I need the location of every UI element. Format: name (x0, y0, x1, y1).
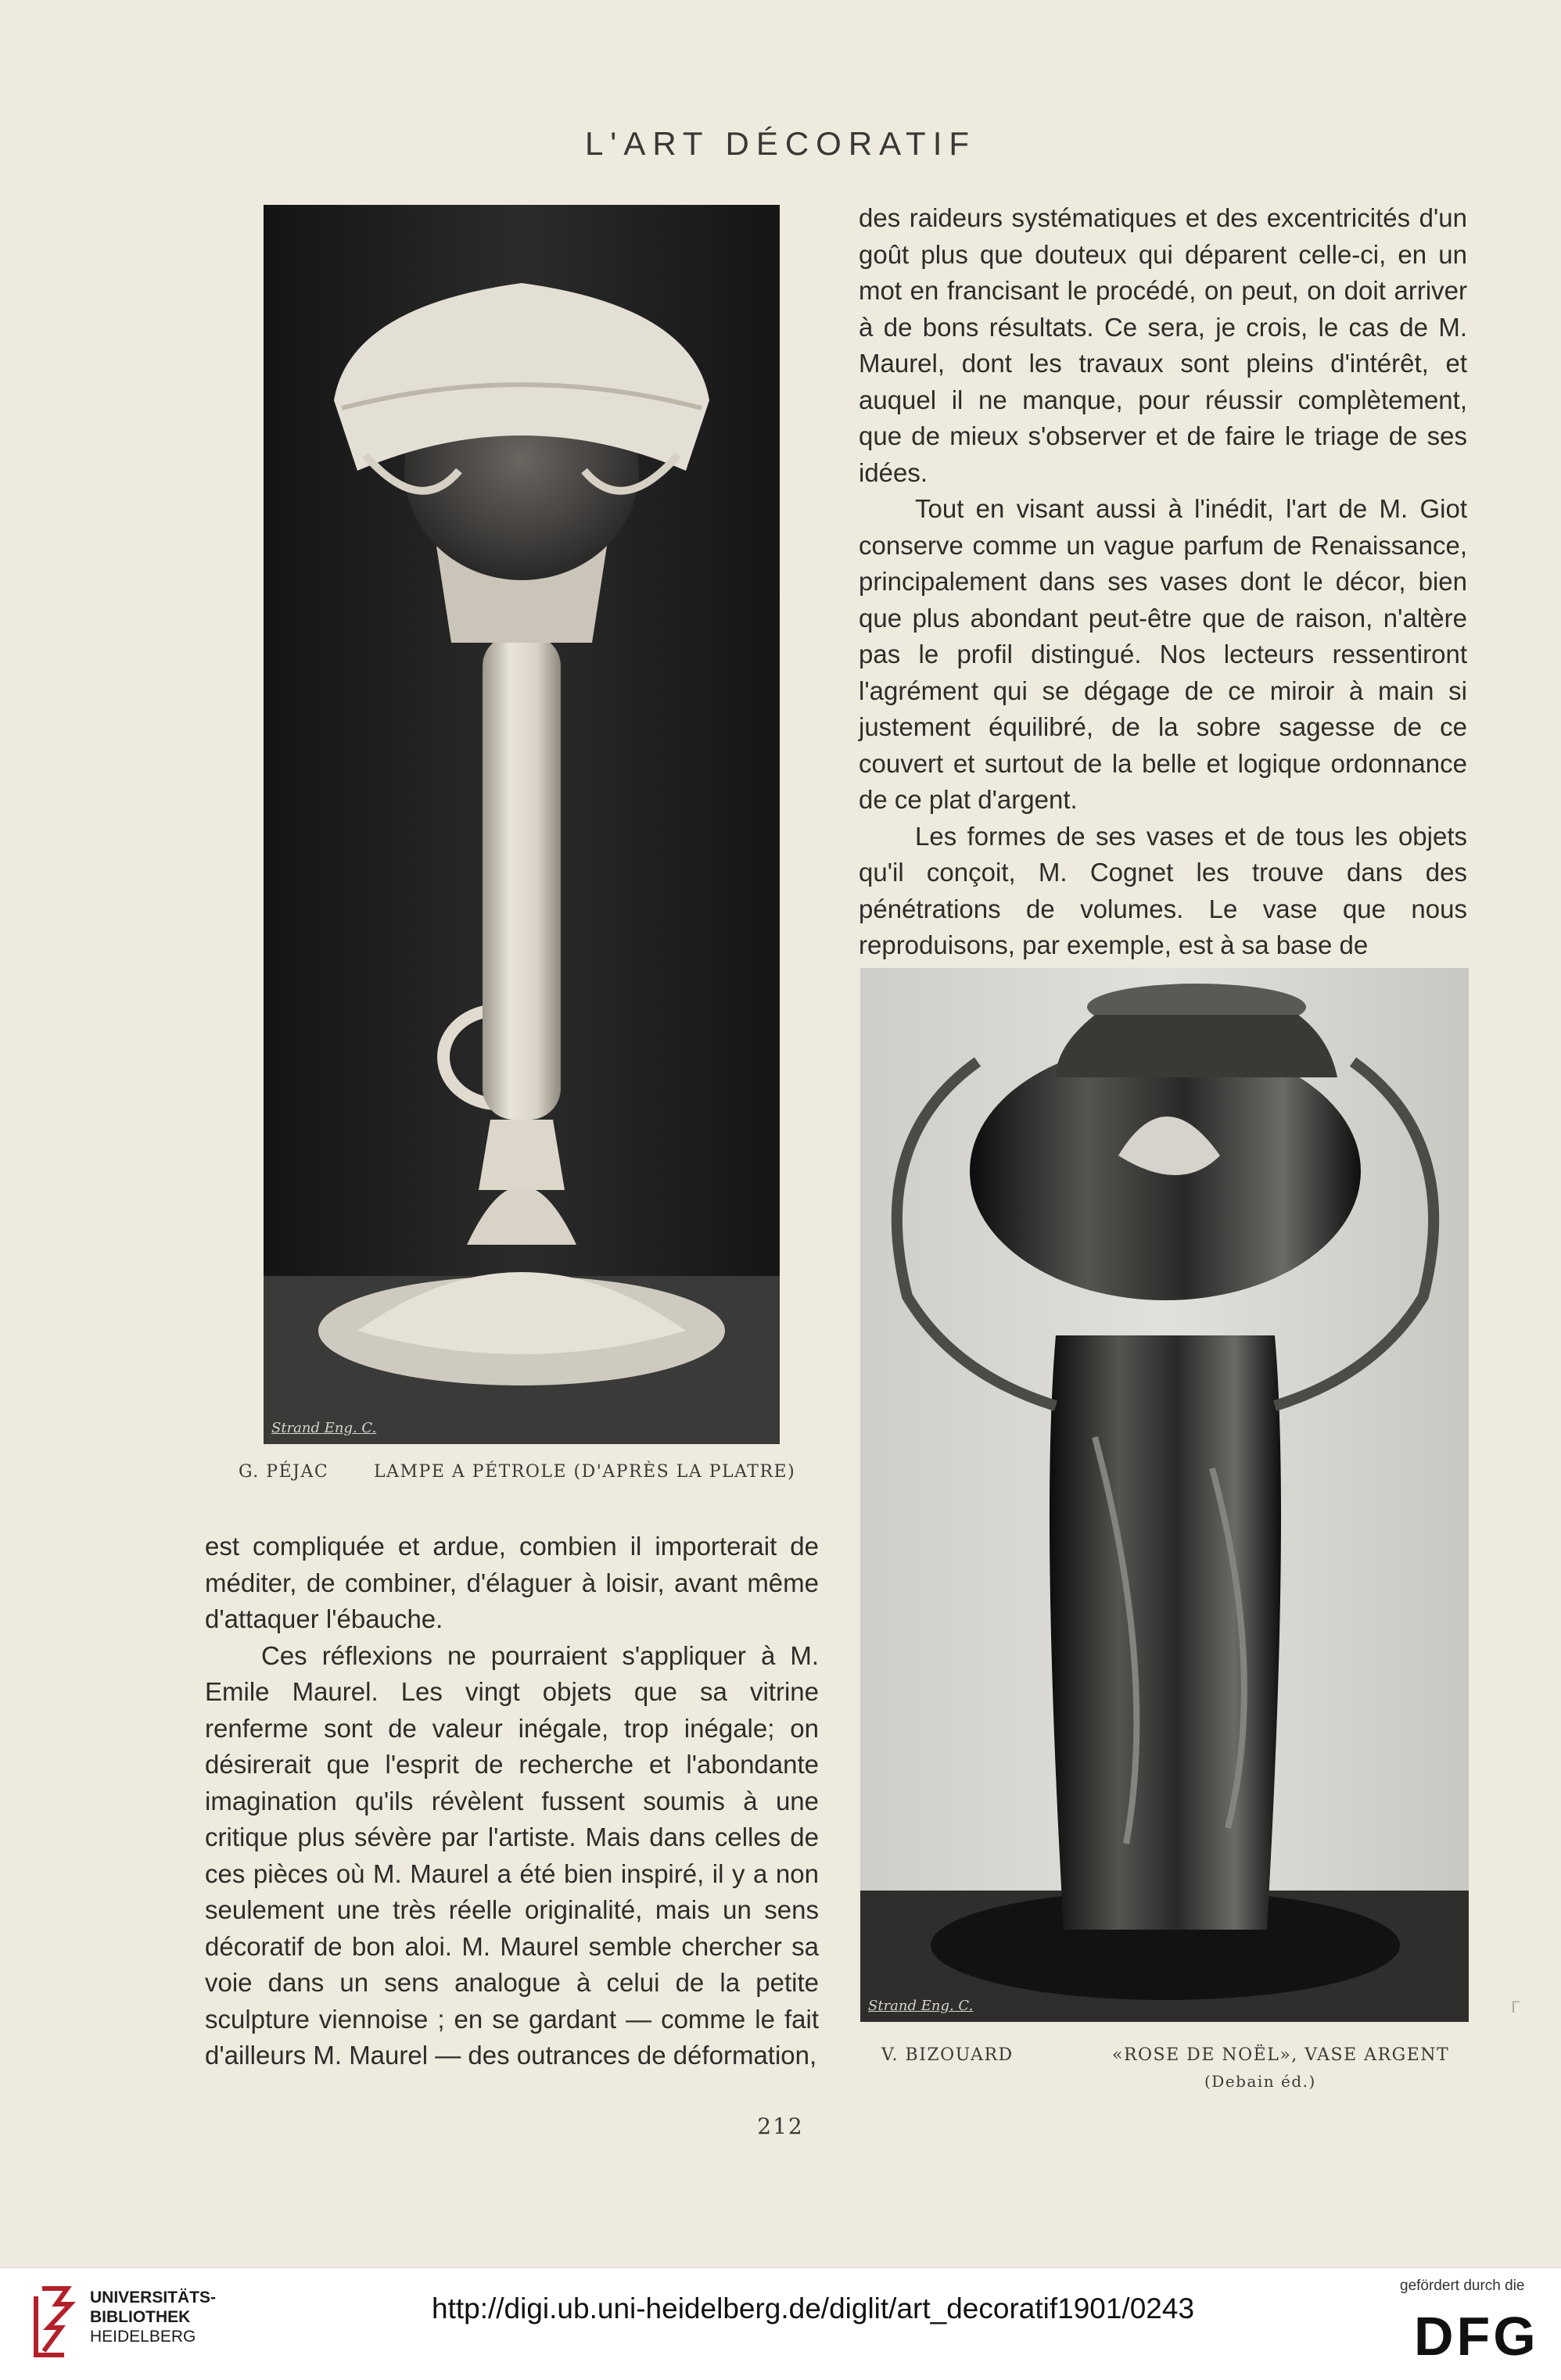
lamp-illustration (264, 205, 780, 1444)
vase-caption-publisher: (Debain éd.) (1204, 2072, 1316, 2091)
paragraph: des raideurs systématiques et des excentricités d'un goût plus que douteux qui déparent celle-ci, en un mot en francisant le procédé, on peut, on doit arriver à de bons résultats. Ce sera, je crois, le cas de M. Maurel, dont les travaux sont pleins d'intérêt, et auquel il ne manque, pour réussir complètement, que de mieux s'observer et de faire le triage de ses idées. (859, 203, 1467, 487)
lamp-caption-title: LAMPE A PÉTROLE (D'APRÈS LA PLATRE) (374, 1462, 796, 1482)
vase-photo (860, 968, 1469, 2022)
lamp-caption-author: G. PÉJAC (239, 1462, 329, 1482)
vase-caption-title: «ROSE DE NOËL», VASE ARGENT (1112, 2045, 1450, 2065)
page-number: 212 (757, 2113, 804, 2139)
university-library-logo-icon (33, 2281, 83, 2359)
paragraph: Les formes de ses vases et de tous les objets qu'il conçoit, M. Cognet les trouve dans des pénétrations de volumes. Le vase que nous reproduisons, par exemple, est à sa base de (859, 821, 1467, 959)
library-name-line: BIBLIOTHEK (90, 2308, 191, 2326)
running-head: L'ART DÉCORATIF (584, 125, 977, 162)
engraver-mark: Strand Eng. C. (868, 1998, 974, 2014)
paragraph: Ces réflexions ne pourraient s'appliquer à M. Emile Maurel. Les vingt objets que sa vitrine renferme sont de valeur inégale, trop inégale; on désirerait que l'esprit de recherche et l'abondante imagination qu'ils révèlent fussent soumis à une critique plus sévère par l'artiste. Mais dans celles de ces pièces où M. Maurel a été bien inspiré, il y a non seulement une très réelle originalité, mais un sens décoratif de bon aloi. M. Maurel semble chercher sa voie dans un sens analogue à celui de la petite sculpture viennoise ; en se gardant — comme le fait d'ailleurs M. Maurel — des outrances de déformation, (205, 1640, 819, 2070)
vase-caption-author: V. BIZOUARD (881, 2045, 1014, 2065)
library-name-line: UNIVERSITÄTS- (90, 2289, 217, 2307)
lamp-photo (264, 205, 780, 1444)
library-name (90, 2288, 216, 2346)
library-name-line: HEIDELBERG (90, 2328, 196, 2346)
funding-note: gefördert durch die (1400, 2278, 1525, 2294)
text-column-right (859, 200, 1467, 964)
vase-illustration (860, 968, 1469, 2022)
engraver-mark: Strand Eng. C. (271, 1420, 377, 1436)
text-column-left (205, 1529, 819, 2074)
paragraph: est compliquée et ardue, combien il importerait de méditer, de combiner, d'élaguer à loisir, avant même d'attaquer l'ébauche. (205, 1532, 819, 1633)
dfg-logo: DFG (1414, 2306, 1539, 2367)
permalink-url[interactable]: http://digi.ub.uni-heidelberg.de/diglit/art_decoratif1901/0243 (432, 2292, 1195, 2324)
paragraph: Tout en visant aussi à l'inédit, l'art de M. Giot conserve comme un vague parfum de Renaissance, principalement dans ses vases dont le décor, bien que plus abondant peut-être que de raison, n'altère pas le profil distingué. Nos lecteurs ressentiront l'agrément qui se dégage de ce miroir à main si justement équilibré, de la sobre sagesse de ce couvert et surtout de la belle et logique ordonnance de ce plat d'argent. (859, 494, 1467, 814)
margin-mark: ᒥ (1511, 1998, 1520, 2016)
